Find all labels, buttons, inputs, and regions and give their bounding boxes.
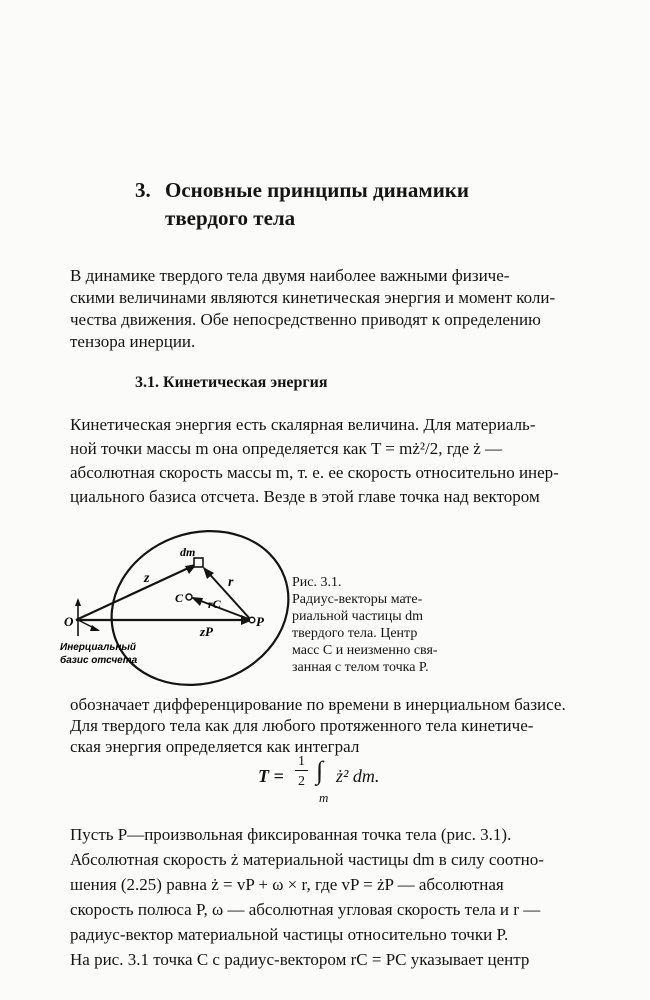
para2-line: ская энергия определяется как интеграл <box>70 737 360 756</box>
figure-caption <box>292 574 472 676</box>
para1-line: Кинетическая энергия есть скалярная величина. Для материаль- <box>70 415 536 434</box>
integral-subscript: m <box>319 790 329 805</box>
caption-line: Радиус-векторы мате- <box>292 592 423 607</box>
para3-line: шения (2.25) равна ż = vP + ω × r, где vP = żP — абсолютная <box>70 875 504 894</box>
fraction-bar <box>295 770 308 771</box>
label-c: C <box>175 591 184 605</box>
figure-3-1 <box>60 528 290 688</box>
pole-point <box>249 617 255 623</box>
para3-line: На рис. 3.1 точка C с радиус-вектором rC = PC указывает центр <box>70 950 530 969</box>
label-zp: zP <box>200 624 213 639</box>
chapter-title-line2: твердого тела <box>165 206 296 230</box>
mass-element-dm <box>194 558 203 567</box>
para1-line: циального базиса отсчета. Везде в этой главе точка над вектором <box>70 487 540 506</box>
label-rc: rC <box>208 597 221 611</box>
para3-line: радиус-вектор материальной частицы относительно точки P. <box>70 925 509 944</box>
para1-line: абсолютная скорость массы m, т. е. ее скорость относительно инер- <box>70 463 559 482</box>
paragraph-1 <box>70 413 610 509</box>
label-o: O <box>64 614 74 629</box>
label-dm: dm <box>180 545 196 559</box>
formula-numerator: 1 <box>298 754 305 769</box>
chapter-title-line1: Основные принципы динамики <box>165 178 469 202</box>
caption-line: риальной частицы dm <box>292 609 424 624</box>
basis-arrow-up <box>75 598 81 606</box>
para2-line: обозначает дифференцирование по времени в инерциальном базисе. <box>70 695 566 714</box>
caption-line: твердого тела. Центр <box>292 626 418 641</box>
chapter-heading <box>135 176 575 232</box>
label-z: z <box>144 571 150 586</box>
paragraph-2 <box>70 694 610 757</box>
para3-line: Пусть P—произвольная фиксированная точка тела (рис. 3.1). <box>70 825 512 844</box>
intro-line: В динамике твердого тела двумя наиболее важными физиче- <box>70 266 510 285</box>
intro-paragraph <box>70 265 610 353</box>
integral-sign: ∫ <box>316 756 324 785</box>
section-title: Кинетическая энергия <box>163 374 328 391</box>
para1-line: ной точки массы m она определяется как T = mż²/2, где ż — <box>70 439 503 458</box>
intro-line: чества движения. Обе непосредственно приводят к определению <box>70 310 541 329</box>
paragraph-3 <box>70 822 610 972</box>
para3-line: Абсолютная скорость ż материальной частицы dm в силу соотно- <box>70 850 544 869</box>
para3-line: скорость полюса P, ω — абсолютная угловая скорость тела и r — <box>70 900 541 919</box>
center-of-mass-point <box>186 594 192 600</box>
basis-label-line1: Инерциальный <box>60 642 137 653</box>
caption-line: занная с телом точка P. <box>292 660 429 675</box>
section-number: 3.1. <box>135 374 159 391</box>
section-heading <box>135 374 535 392</box>
chapter-number: 3. <box>135 178 151 202</box>
caption-line: Рис. 3.1. <box>292 575 342 590</box>
basis-label-line2: базис отсчета <box>60 655 138 666</box>
intro-line: тензора инерции. <box>70 332 196 351</box>
formula-denominator: 2 <box>298 774 305 789</box>
formula-lhs: T = <box>258 766 284 786</box>
label-r: r <box>228 575 234 590</box>
intro-line: скими величинами являются кинетическая энергия и момент коли- <box>70 288 556 307</box>
caption-line: масс C и неизменно свя- <box>292 643 438 658</box>
basis-arrow-right <box>90 625 100 631</box>
label-p: P <box>256 614 264 629</box>
kinetic-energy-formula <box>258 754 458 808</box>
formula-integrand: ż² dm. <box>336 766 380 786</box>
para2-line: Для твердого тела как для любого протяженного тела кинетиче- <box>70 716 534 735</box>
arrowhead-rc <box>191 597 203 606</box>
